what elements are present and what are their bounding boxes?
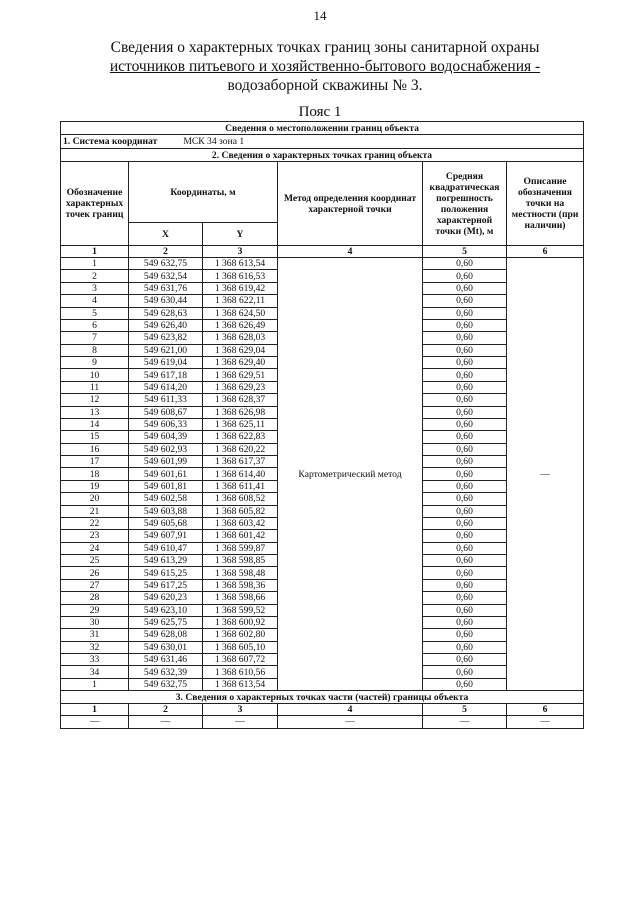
x-coordinate-cell: 549 626,40: [129, 319, 203, 331]
x-coordinate-cell: 549 625,75: [129, 616, 203, 628]
y-coordinate-cell: 1 368 613,54: [203, 678, 278, 690]
column-number: 1: [61, 704, 129, 716]
x-coordinate-cell: 549 603,88: [129, 505, 203, 517]
column-number: 3: [203, 246, 278, 258]
point-number-cell: 22: [61, 517, 129, 529]
point-number-cell: 10: [61, 369, 129, 381]
point-number-cell: 25: [61, 555, 129, 567]
header-error: Средняя квадратическая погрешность положения характерной точки (Mt), м: [423, 162, 507, 246]
error-cell: 0,60: [423, 357, 507, 369]
error-cell: 0,60: [423, 654, 507, 666]
x-coordinate-cell: 549 623,82: [129, 332, 203, 344]
x-coordinate-cell: 549 630,44: [129, 295, 203, 307]
point-number-cell: 34: [61, 666, 129, 678]
y-coordinate-cell: 1 368 600,92: [203, 616, 278, 628]
x-coordinate-cell: 549 631,76: [129, 282, 203, 294]
y-coordinate-cell: 1 368 629,04: [203, 344, 278, 356]
x-coordinate-cell: 549 623,10: [129, 604, 203, 616]
empty-cell: —: [507, 716, 584, 728]
point-number-cell: 12: [61, 394, 129, 406]
title-line-2: источников питьевого и хозяйственно-бытового водоснабжения -: [109, 58, 541, 75]
point-number-cell: 7: [61, 332, 129, 344]
column-number: 5: [423, 246, 507, 258]
x-coordinate-cell: 549 628,63: [129, 307, 203, 319]
section-3-column-number-row: [61, 704, 584, 716]
x-coordinate-cell: 549 606,33: [129, 418, 203, 430]
point-number-cell: 1: [61, 678, 129, 690]
point-number-cell: 3: [61, 282, 129, 294]
point-number-cell: 18: [61, 468, 129, 480]
column-number: 5: [423, 704, 507, 716]
error-cell: 0,60: [423, 678, 507, 690]
point-number-cell: 24: [61, 542, 129, 554]
x-coordinate-cell: 549 601,61: [129, 468, 203, 480]
point-number-cell: 4: [61, 295, 129, 307]
y-coordinate-cell: 1 368 607,72: [203, 654, 278, 666]
error-cell: 0,60: [423, 666, 507, 678]
y-coordinate-cell: 1 368 619,42: [203, 282, 278, 294]
point-number-cell: 19: [61, 480, 129, 492]
error-cell: 0,60: [423, 418, 507, 430]
x-coordinate-cell: 549 605,68: [129, 517, 203, 529]
point-number-cell: 27: [61, 579, 129, 591]
section-2-header: [61, 149, 584, 162]
x-coordinate-cell: 549 608,67: [129, 406, 203, 418]
y-coordinate-cell: 1 368 620,22: [203, 443, 278, 455]
error-cell: 0,60: [423, 629, 507, 641]
coordinate-system-row: [61, 135, 584, 149]
x-coordinate-cell: 549 632,75: [129, 678, 203, 690]
point-number-cell: 20: [61, 493, 129, 505]
error-cell: 0,60: [423, 431, 507, 443]
x-coordinate-cell: 549 630,01: [129, 641, 203, 653]
page-number: 14: [313, 8, 327, 23]
x-coordinate-cell: 549 617,18: [129, 369, 203, 381]
error-cell: 0,60: [423, 406, 507, 418]
empty-cell: —: [278, 716, 423, 728]
column-number: 2: [129, 704, 203, 716]
column-number: 1: [61, 246, 129, 258]
table-row: [61, 258, 584, 270]
y-coordinate-cell: 1 368 628,37: [203, 394, 278, 406]
y-coordinate-cell: 1 368 614,40: [203, 468, 278, 480]
column-number: 3: [203, 704, 278, 716]
y-coordinate-cell: 1 368 608,52: [203, 493, 278, 505]
error-cell: 0,60: [423, 542, 507, 554]
error-cell: 0,60: [423, 555, 507, 567]
point-number-cell: 26: [61, 567, 129, 579]
y-coordinate-cell: 1 368 617,37: [203, 456, 278, 468]
y-coordinate-cell: 1 368 601,42: [203, 530, 278, 542]
belt-title: Пояс 1: [298, 104, 342, 120]
y-coordinate-cell: 1 368 605,10: [203, 641, 278, 653]
y-coordinate-cell: 1 368 628,03: [203, 332, 278, 344]
header-coords: Координаты, м: [129, 162, 278, 223]
point-number-cell: 9: [61, 357, 129, 369]
point-number-cell: 14: [61, 418, 129, 430]
point-number-cell: 8: [61, 344, 129, 356]
point-number-cell: 31: [61, 629, 129, 641]
error-cell: 0,60: [423, 258, 507, 270]
method-cell: Картометрический метод: [278, 258, 423, 691]
y-coordinate-cell: 1 368 625,11: [203, 418, 278, 430]
title-line-1: Сведения о характерных точках границ зоны санитарной охраны: [110, 39, 540, 56]
x-coordinate-cell: 549 621,00: [129, 344, 203, 356]
column-number: 4: [278, 246, 423, 258]
y-coordinate-cell: 1 368 599,52: [203, 604, 278, 616]
section-3-empty-row: [61, 716, 584, 728]
y-coordinate-cell: 1 368 622,83: [203, 431, 278, 443]
error-cell: 0,60: [423, 567, 507, 579]
x-coordinate-cell: 549 628,08: [129, 629, 203, 641]
error-cell: 0,60: [423, 443, 507, 455]
point-number-cell: 21: [61, 505, 129, 517]
y-coordinate-cell: 1 368 599,87: [203, 542, 278, 554]
point-number-cell: 29: [61, 604, 129, 616]
x-coordinate-cell: 549 604,39: [129, 431, 203, 443]
y-coordinate-cell: 1 368 598,85: [203, 555, 278, 567]
x-coordinate-cell: 549 615,25: [129, 567, 203, 579]
column-header-row: [61, 162, 584, 223]
error-cell: 0,60: [423, 505, 507, 517]
error-cell: 0,60: [423, 381, 507, 393]
header-x: X: [129, 223, 203, 246]
error-cell: 0,60: [423, 344, 507, 356]
x-coordinate-cell: 549 611,33: [129, 394, 203, 406]
x-coordinate-cell: 549 601,81: [129, 480, 203, 492]
y-coordinate-cell: 1 368 613,54: [203, 258, 278, 270]
y-coordinate-cell: 1 368 629,23: [203, 381, 278, 393]
y-coordinate-cell: 1 368 603,42: [203, 517, 278, 529]
error-cell: 0,60: [423, 480, 507, 492]
error-cell: 0,60: [423, 468, 507, 480]
header-y: Y: [203, 223, 278, 246]
point-number-cell: 1: [61, 258, 129, 270]
error-cell: 0,60: [423, 493, 507, 505]
error-cell: 0,60: [423, 394, 507, 406]
error-cell: 0,60: [423, 307, 507, 319]
y-coordinate-cell: 1 368 629,40: [203, 357, 278, 369]
x-coordinate-cell: 549 619,04: [129, 357, 203, 369]
coordinate-system-label: 1. Система координат: [63, 136, 158, 147]
document-title: [60, 38, 590, 95]
x-coordinate-cell: 549 620,23: [129, 592, 203, 604]
section-3-title: 3. Сведения о характерных точках части (частей) границы объекта: [61, 691, 584, 704]
error-cell: 0,60: [423, 369, 507, 381]
coordinates-table: [60, 121, 584, 729]
x-coordinate-cell: 549 631,46: [129, 654, 203, 666]
error-cell: 0,60: [423, 319, 507, 331]
empty-cell: —: [423, 716, 507, 728]
point-number-cell: 6: [61, 319, 129, 331]
error-cell: 0,60: [423, 295, 507, 307]
error-cell: 0,60: [423, 579, 507, 591]
x-coordinate-cell: 549 601,99: [129, 456, 203, 468]
section-1-title: Сведения о местоположении границ объекта: [61, 122, 584, 135]
section-2-title: 2. Сведения о характерных точках границ объекта: [61, 149, 584, 162]
column-number-row: [61, 246, 584, 258]
point-number-cell: 32: [61, 641, 129, 653]
y-coordinate-cell: 1 368 622,11: [203, 295, 278, 307]
error-cell: 0,60: [423, 616, 507, 628]
point-number-cell: 23: [61, 530, 129, 542]
point-number-cell: 30: [61, 616, 129, 628]
empty-cell: —: [61, 716, 129, 728]
header-point: Обозначение характерных точек границ: [61, 162, 129, 246]
x-coordinate-cell: 549 602,93: [129, 443, 203, 455]
empty-cell: —: [129, 716, 203, 728]
y-coordinate-cell: 1 368 629,51: [203, 369, 278, 381]
point-number-cell: 11: [61, 381, 129, 393]
point-number-cell: 28: [61, 592, 129, 604]
section-1-header: [61, 122, 584, 135]
y-coordinate-cell: 1 368 598,48: [203, 567, 278, 579]
error-cell: 0,60: [423, 530, 507, 542]
error-cell: 0,60: [423, 592, 507, 604]
point-number-cell: 33: [61, 654, 129, 666]
error-cell: 0,60: [423, 332, 507, 344]
y-coordinate-cell: 1 368 605,82: [203, 505, 278, 517]
error-cell: 0,60: [423, 282, 507, 294]
y-coordinate-cell: 1 368 626,49: [203, 319, 278, 331]
error-cell: 0,60: [423, 604, 507, 616]
x-coordinate-cell: 549 607,91: [129, 530, 203, 542]
x-coordinate-cell: 549 632,39: [129, 666, 203, 678]
x-coordinate-cell: 549 610,47: [129, 542, 203, 554]
error-cell: 0,60: [423, 641, 507, 653]
empty-cell: —: [203, 716, 278, 728]
y-coordinate-cell: 1 368 611,41: [203, 480, 278, 492]
x-coordinate-cell: 549 617,25: [129, 579, 203, 591]
column-number: 6: [507, 246, 584, 258]
point-number-cell: 13: [61, 406, 129, 418]
x-coordinate-cell: 549 613,29: [129, 555, 203, 567]
point-number-cell: 16: [61, 443, 129, 455]
description-cell: —: [507, 258, 584, 691]
header-method: Метод определения координат характерной точки: [278, 162, 423, 246]
coordinate-system-cell: [61, 135, 584, 149]
error-cell: 0,60: [423, 517, 507, 529]
y-coordinate-cell: 1 368 598,66: [203, 592, 278, 604]
header-description: Описание обозначения точки на местности (при наличии): [507, 162, 584, 246]
section-3-header: [61, 691, 584, 704]
y-coordinate-cell: 1 368 624,50: [203, 307, 278, 319]
column-number: 6: [507, 704, 584, 716]
title-line-3: водозаборной скважины № 3.: [227, 77, 423, 94]
point-number-cell: 17: [61, 456, 129, 468]
column-number: 2: [129, 246, 203, 258]
point-number-cell: 5: [61, 307, 129, 319]
x-coordinate-cell: 549 614,20: [129, 381, 203, 393]
x-coordinate-cell: 549 632,75: [129, 258, 203, 270]
x-coordinate-cell: 549 602,58: [129, 493, 203, 505]
point-number-cell: 2: [61, 270, 129, 282]
x-coordinate-cell: 549 632,54: [129, 270, 203, 282]
y-coordinate-cell: 1 368 616,53: [203, 270, 278, 282]
error-cell: 0,60: [423, 270, 507, 282]
y-coordinate-cell: 1 368 626,98: [203, 406, 278, 418]
coordinate-system-value: МСК 34 зона 1: [183, 136, 245, 147]
y-coordinate-cell: 1 368 602,80: [203, 629, 278, 641]
error-cell: 0,60: [423, 456, 507, 468]
column-number: 4: [278, 704, 423, 716]
y-coordinate-cell: 1 368 598,36: [203, 579, 278, 591]
point-number-cell: 15: [61, 431, 129, 443]
y-coordinate-cell: 1 368 610,56: [203, 666, 278, 678]
